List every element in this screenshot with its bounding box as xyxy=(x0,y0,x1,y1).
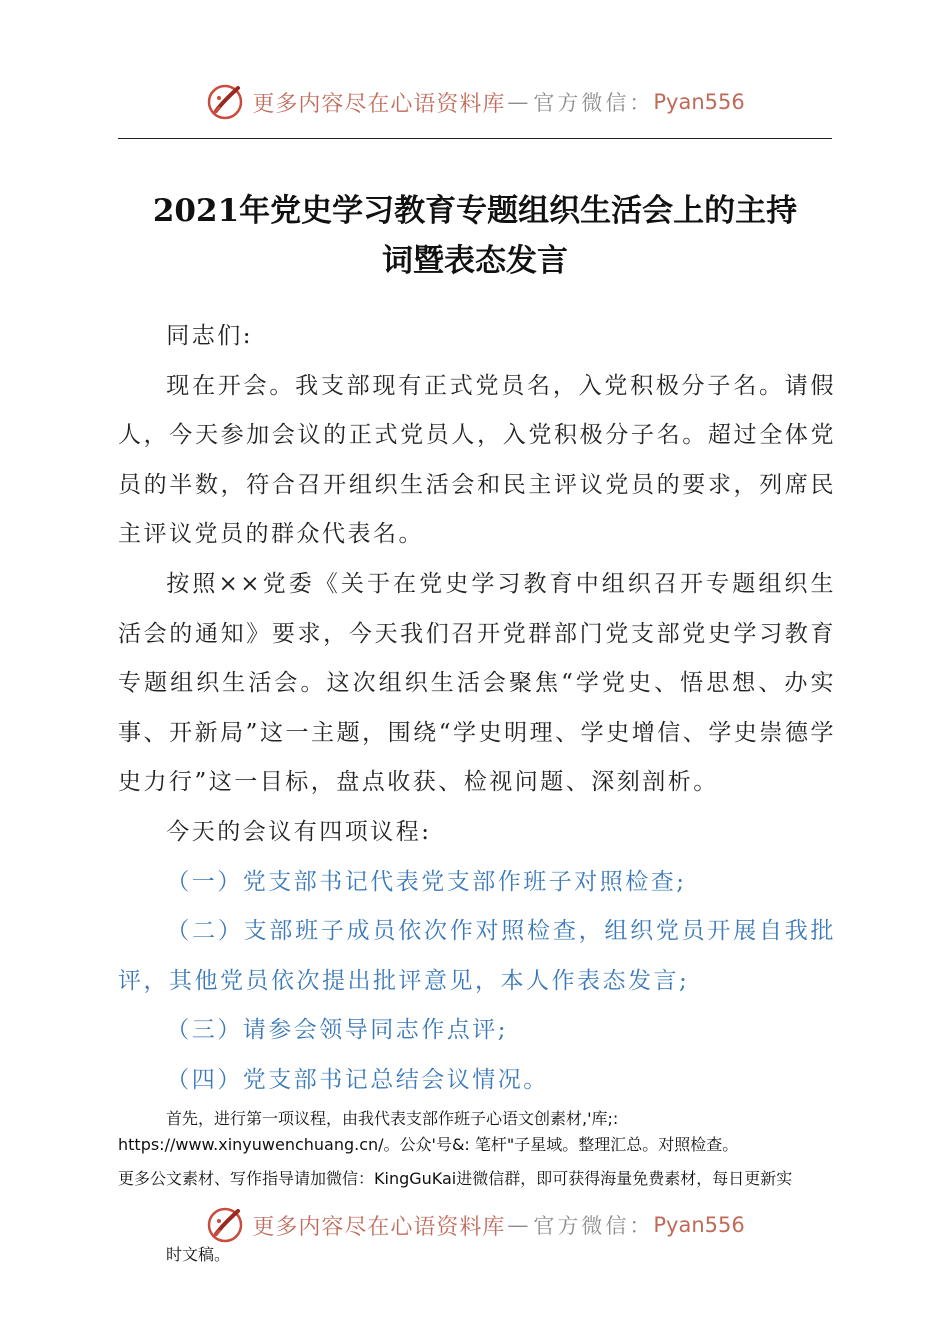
agenda-item-2: （二）支部班子成员依次作对照检查，组织党员开展自我批评，其他党员依次提出批评意见，本人作表态发言; xyxy=(118,918,836,994)
wechat-id: Pyan556 xyxy=(653,1213,745,1237)
title-line-2: 词暨表态发言 xyxy=(382,243,568,279)
paragraph-notice: 按照××党委《关于在党史学习教育中组织召开专题组织生活会的通知》要求，今天我们召开党群部门党支部党史学习教育专题组织生活会。这次组织生活会聚焦“学党史、悟思想、办实事、开新局”这一主题，围绕“学史明理、学史增信、学史崇德学史力行”这一目标，盘点收获、检视问题、深刻剖析。 xyxy=(118,570,836,796)
footer-line-end: 时文稿。 xyxy=(166,1245,231,1264)
header-dash: — xyxy=(507,90,532,114)
footer-line-promo: 更多公文素材、写作指导请加微信：KingGuKai进微信群，即可获得海量免费素材，每日更新实 xyxy=(118,1169,793,1188)
brand-text: 更多内容尽在心语资料库 xyxy=(252,1214,506,1240)
footer-line-source: 首先，进行第一项议程，由我代表支部作班子心语文创素材,'库;: https://www.xinyuwenchuang.cn/。公众'号&: 笔杆"子星域。整理汇总。对照检查。 xyxy=(118,1109,739,1154)
wechat-id: Pyan556 xyxy=(653,90,745,114)
brush-logo-icon xyxy=(205,1205,245,1245)
paragraph-opening: 现在开会。我支部现有正式党员名，入党积极分子名。请假人，今天参加会议的正式党员人，入党积极分子名。超过全体党员的半数，符合召开组织生活会和民主评议党员的要求，列席民主评议党员的群众代表名。 xyxy=(118,372,836,548)
footer-watermark xyxy=(0,1205,950,1245)
document-title xyxy=(118,186,832,286)
header-watermark xyxy=(0,82,950,122)
header-divider xyxy=(118,138,832,139)
title-line-1: 2021年党史学习教育专题组织生活会上的主持 xyxy=(152,193,798,229)
agenda-item-1: （一）党支部书记代表党支部作班子对照检查; xyxy=(166,868,687,895)
agenda-item-4: （四）党支部书记总结会议情况。 xyxy=(166,1066,549,1093)
wechat-label: 官方微信： xyxy=(533,91,654,115)
wechat-label: 官方微信： xyxy=(533,1214,654,1238)
paragraph-greeting: 同志们: xyxy=(166,323,254,349)
document-body xyxy=(118,312,836,1106)
header-dash: — xyxy=(507,1213,532,1237)
brand-text: 更多内容尽在心语资料库 xyxy=(252,91,506,117)
agenda-item-3: （三）请参会领导同志作点评; xyxy=(166,1017,509,1044)
brush-logo-icon xyxy=(205,82,245,122)
paragraph-agenda-intro: 今天的会议有四项议程: xyxy=(166,818,432,845)
